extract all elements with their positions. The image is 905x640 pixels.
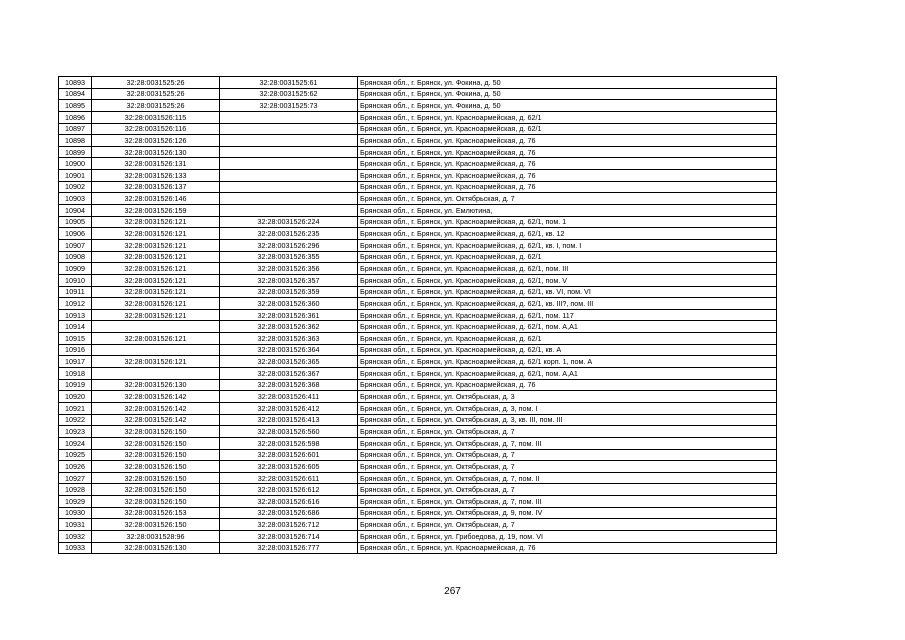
address-cell: Брянская обл., г. Брянск, ул. Октябрьская, д. 3 — [358, 391, 777, 403]
table-row — [59, 368, 777, 380]
object-cadastral-number-cell — [220, 193, 358, 205]
row-number-cell: 10925 — [59, 449, 92, 461]
row-number-cell: 10899 — [59, 146, 92, 158]
address-cell: Брянская обл., г. Брянск, ул. Красноармейская, д. 62/1, кв. VI, пом. VI — [358, 286, 777, 298]
object-cadastral-number-cell: 32:28:0031526:714 — [220, 530, 358, 542]
object-cadastral-number-cell: 32:28:0031526:361 — [220, 309, 358, 321]
address-cell: Брянская обл., г. Брянск, ул. Красноармейская, д. 62/1, пом. 117 — [358, 309, 777, 321]
table-row — [59, 472, 777, 484]
row-number-cell: 10902 — [59, 181, 92, 193]
table-row — [59, 181, 777, 193]
object-cadastral-number-cell: 32:28:0031526:560 — [220, 426, 358, 438]
table-row — [59, 461, 777, 473]
table-row — [59, 286, 777, 298]
object-cadastral-number-cell — [220, 135, 358, 147]
land-plot-cadastral-number-cell — [92, 344, 220, 356]
address-cell: Брянская обл., г. Брянск, ул. Красноармейская, д. 62/1, кв. III?, пом. III — [358, 298, 777, 310]
land-plot-cadastral-number-cell: 32:28:0031526:121 — [92, 286, 220, 298]
table-row — [59, 146, 777, 158]
table-row — [59, 379, 777, 391]
object-cadastral-number-cell: 32:28:0031526:359 — [220, 286, 358, 298]
land-plot-cadastral-number-cell: 32:28:0031526:121 — [92, 356, 220, 368]
address-cell: Брянская обл., г. Брянск, ул. Фокина, д. 50 — [358, 77, 777, 89]
land-plot-cadastral-number-cell: 32:28:0031526:150 — [92, 472, 220, 484]
land-plot-cadastral-number-cell: 32:28:0031526:142 — [92, 414, 220, 426]
object-cadastral-number-cell: 32:28:0031526:601 — [220, 449, 358, 461]
land-plot-cadastral-number-cell: 32:28:0031526:121 — [92, 333, 220, 345]
address-cell: Брянская обл., г. Брянск, ул. Октябрьская, д. 7 — [358, 449, 777, 461]
address-cell: Брянская обл., г. Брянск, ул. Красноармейская, д. 62/1, кв. I, пом. I — [358, 239, 777, 251]
object-cadastral-number-cell: 32:28:0031526:686 — [220, 507, 358, 519]
property-register-table — [58, 76, 777, 554]
table-row — [59, 216, 777, 228]
row-number-cell: 10903 — [59, 193, 92, 205]
object-cadastral-number-cell: 32:28:0031525:61 — [220, 77, 358, 89]
row-number-cell: 10900 — [59, 158, 92, 170]
address-cell: Брянская обл., г. Брянск, ул. Емлютина, — [358, 205, 777, 217]
row-number-cell: 10894 — [59, 88, 92, 100]
table-row — [59, 484, 777, 496]
object-cadastral-number-cell — [220, 146, 358, 158]
land-plot-cadastral-number-cell: 32:28:0031526:115 — [92, 111, 220, 123]
address-cell: Брянская обл., г. Брянск, ул. Красноармейская, д. 62/1, пом. III — [358, 263, 777, 275]
row-number-cell: 10901 — [59, 170, 92, 182]
row-number-cell: 10897 — [59, 123, 92, 135]
table-row — [59, 344, 777, 356]
row-number-cell: 10893 — [59, 77, 92, 89]
land-plot-cadastral-number-cell: 32:28:0031526:131 — [92, 158, 220, 170]
object-cadastral-number-cell: 32:28:0031526:712 — [220, 519, 358, 531]
address-cell: Брянская обл., г. Брянск, ул. Красноармейская, д. 76 — [358, 181, 777, 193]
row-number-cell: 10922 — [59, 414, 92, 426]
row-number-cell: 10910 — [59, 274, 92, 286]
address-cell: Брянская обл., г. Брянск, ул. Красноармейская, д. 76 — [358, 542, 777, 554]
address-cell: Брянская обл., г. Брянск, ул. Красноармейская, д. 76 — [358, 146, 777, 158]
table-row — [59, 309, 777, 321]
row-number-cell: 10918 — [59, 368, 92, 380]
table-row — [59, 251, 777, 263]
table-row — [59, 321, 777, 333]
row-number-cell: 10913 — [59, 309, 92, 321]
object-cadastral-number-cell: 32:28:0031526:365 — [220, 356, 358, 368]
object-cadastral-number-cell: 32:28:0031526:616 — [220, 496, 358, 508]
table-row — [59, 507, 777, 519]
land-plot-cadastral-number-cell: 32:28:0031526:121 — [92, 298, 220, 310]
address-cell: Брянская обл., г. Брянск, ул. Октябрьская, д. 7 — [358, 461, 777, 473]
address-cell: Брянская обл., г. Брянск, ул. Октябрьская, д. 7 — [358, 519, 777, 531]
row-number-cell: 10932 — [59, 530, 92, 542]
table-row — [59, 239, 777, 251]
object-cadastral-number-cell: 32:28:0031526:413 — [220, 414, 358, 426]
page-number: 267 — [444, 586, 461, 597]
table-row — [59, 542, 777, 554]
table-row — [59, 402, 777, 414]
table-row — [59, 298, 777, 310]
object-cadastral-number-cell: 32:28:0031525:62 — [220, 88, 358, 100]
table-row — [59, 263, 777, 275]
land-plot-cadastral-number-cell: 32:28:0031526:121 — [92, 216, 220, 228]
row-number-cell: 10915 — [59, 333, 92, 345]
address-cell: Брянская обл., г. Брянск, ул. Красноармейская, д. 62/1 — [358, 251, 777, 263]
row-number-cell: 10904 — [59, 205, 92, 217]
land-plot-cadastral-number-cell: 32:28:0031526:121 — [92, 263, 220, 275]
object-cadastral-number-cell: 32:28:0031526:368 — [220, 379, 358, 391]
land-plot-cadastral-number-cell — [92, 321, 220, 333]
land-plot-cadastral-number-cell: 32:28:0031526:130 — [92, 542, 220, 554]
object-cadastral-number-cell: 32:28:0031526:360 — [220, 298, 358, 310]
row-number-cell: 10921 — [59, 402, 92, 414]
address-cell: Брянская обл., г. Брянск, ул. Октябрьская, д. 7, пом. III — [358, 437, 777, 449]
table-row — [59, 333, 777, 345]
row-number-cell: 10924 — [59, 437, 92, 449]
object-cadastral-number-cell: 32:28:0031525:73 — [220, 100, 358, 112]
address-cell: Брянская обл., г. Брянск, ул. Красноармейская, д. 62/1, кв. А — [358, 344, 777, 356]
address-cell: Брянская обл., г. Брянск, ул. Красноармейская, д. 62/1, пом. А,А1 — [358, 321, 777, 333]
address-cell: Брянская обл., г. Брянск, ул. Грибоедова, д. 19, пом. VI — [358, 530, 777, 542]
row-number-cell: 10909 — [59, 263, 92, 275]
address-cell: Брянская обл., г. Брянск, ул. Красноармейская, д. 62/1 корп. 1, пом. А — [358, 356, 777, 368]
row-number-cell: 10929 — [59, 496, 92, 508]
table-row — [59, 391, 777, 403]
object-cadastral-number-cell: 32:28:0031526:355 — [220, 251, 358, 263]
object-cadastral-number-cell — [220, 158, 358, 170]
table-row — [59, 496, 777, 508]
land-plot-cadastral-number-cell: 32:28:0031526:150 — [92, 461, 220, 473]
address-cell: Брянская обл., г. Брянск, ул. Красноармейская, д. 62/1, пом. 1 — [358, 216, 777, 228]
row-number-cell: 10905 — [59, 216, 92, 228]
land-plot-cadastral-number-cell: 32:28:0031525:26 — [92, 88, 220, 100]
object-cadastral-number-cell: 32:28:0031526:296 — [220, 239, 358, 251]
land-plot-cadastral-number-cell: 32:28:0031526:142 — [92, 402, 220, 414]
table-row — [59, 414, 777, 426]
land-plot-cadastral-number-cell: 32:28:0031526:150 — [92, 426, 220, 438]
table-row — [59, 135, 777, 147]
object-cadastral-number-cell — [220, 181, 358, 193]
table-row — [59, 519, 777, 531]
object-cadastral-number-cell — [220, 123, 358, 135]
address-cell: Брянская обл., г. Брянск, ул. Октябрьская, д. 7 — [358, 426, 777, 438]
address-cell: Брянская обл., г. Брянск, ул. Октябрьская, д. 3, кв. III, пом. III — [358, 414, 777, 426]
address-cell: Брянская обл., г. Брянск, ул. Фокина, д. 50 — [358, 88, 777, 100]
row-number-cell: 10916 — [59, 344, 92, 356]
table-row — [59, 426, 777, 438]
address-cell: Брянская обл., г. Брянск, ул. Фокина, д. 50 — [358, 100, 777, 112]
address-cell: Брянская обл., г. Брянск, ул. Красноармейская, д. 62/1 — [358, 111, 777, 123]
object-cadastral-number-cell: 32:28:0031526:357 — [220, 274, 358, 286]
table-row — [59, 205, 777, 217]
land-plot-cadastral-number-cell: 32:28:0031526:121 — [92, 239, 220, 251]
table-row — [59, 88, 777, 100]
row-number-cell: 10917 — [59, 356, 92, 368]
table-row — [59, 437, 777, 449]
row-number-cell: 10907 — [59, 239, 92, 251]
object-cadastral-number-cell: 32:28:0031526:224 — [220, 216, 358, 228]
row-number-cell: 10895 — [59, 100, 92, 112]
object-cadastral-number-cell: 32:28:0031526:364 — [220, 344, 358, 356]
row-number-cell: 10906 — [59, 228, 92, 240]
table-row — [59, 170, 777, 182]
land-plot-cadastral-number-cell: 32:28:0031526:150 — [92, 449, 220, 461]
address-cell: Брянская обл., г. Брянск, ул. Красноармейская, д. 62/1, пом. V — [358, 274, 777, 286]
address-cell: Брянская обл., г. Брянск, ул. Красноармейская, д. 62/1 — [358, 123, 777, 135]
address-cell: Брянская обл., г. Брянск, ул. Октябрьская, д. 7 — [358, 484, 777, 496]
object-cadastral-number-cell — [220, 111, 358, 123]
land-plot-cadastral-number-cell: 32:28:0031526:159 — [92, 205, 220, 217]
land-plot-cadastral-number-cell: 32:28:0031526:121 — [92, 309, 220, 321]
table-row — [59, 100, 777, 112]
object-cadastral-number-cell: 32:28:0031526:605 — [220, 461, 358, 473]
address-cell: Брянская обл., г. Брянск, ул. Красноармейская, д. 76 — [358, 170, 777, 182]
table-row — [59, 449, 777, 461]
row-number-cell: 10919 — [59, 379, 92, 391]
land-plot-cadastral-number-cell — [92, 368, 220, 380]
object-cadastral-number-cell: 32:28:0031526:356 — [220, 263, 358, 275]
row-number-cell: 10911 — [59, 286, 92, 298]
land-plot-cadastral-number-cell: 32:28:0031526:133 — [92, 170, 220, 182]
table-row — [59, 111, 777, 123]
row-number-cell: 10927 — [59, 472, 92, 484]
row-number-cell: 10912 — [59, 298, 92, 310]
land-plot-cadastral-number-cell: 32:28:0031526:121 — [92, 251, 220, 263]
object-cadastral-number-cell: 32:28:0031526:367 — [220, 368, 358, 380]
object-cadastral-number-cell: 32:28:0031526:235 — [220, 228, 358, 240]
land-plot-cadastral-number-cell: 32:28:0031526:150 — [92, 519, 220, 531]
table-row — [59, 193, 777, 205]
land-plot-cadastral-number-cell: 32:28:0031526:116 — [92, 123, 220, 135]
land-plot-cadastral-number-cell: 32:28:0031526:137 — [92, 181, 220, 193]
land-plot-cadastral-number-cell: 32:28:0031525:26 — [92, 77, 220, 89]
object-cadastral-number-cell: 32:28:0031526:598 — [220, 437, 358, 449]
object-cadastral-number-cell: 32:28:0031526:411 — [220, 391, 358, 403]
table-row — [59, 228, 777, 240]
object-cadastral-number-cell: 32:28:0031526:363 — [220, 333, 358, 345]
land-plot-cadastral-number-cell: 32:28:0031526:121 — [92, 228, 220, 240]
address-cell: Брянская обл., г. Брянск, ул. Красноармейская, д. 76 — [358, 135, 777, 147]
object-cadastral-number-cell — [220, 205, 358, 217]
row-number-cell: 10930 — [59, 507, 92, 519]
table-row — [59, 356, 777, 368]
row-number-cell: 10898 — [59, 135, 92, 147]
address-cell: Брянская обл., г. Брянск, ул. Октябрьская, д. 3, пом. I — [358, 402, 777, 414]
row-number-cell: 10926 — [59, 461, 92, 473]
land-plot-cadastral-number-cell: 32:28:0031526:130 — [92, 379, 220, 391]
row-number-cell: 10908 — [59, 251, 92, 263]
land-plot-cadastral-number-cell: 32:28:0031526:121 — [92, 274, 220, 286]
row-number-cell: 10928 — [59, 484, 92, 496]
land-plot-cadastral-number-cell: 32:28:0031526:146 — [92, 193, 220, 205]
object-cadastral-number-cell: 32:28:0031526:362 — [220, 321, 358, 333]
table-row — [59, 530, 777, 542]
land-plot-cadastral-number-cell: 32:28:0031526:150 — [92, 496, 220, 508]
row-number-cell: 10931 — [59, 519, 92, 531]
land-plot-cadastral-number-cell: 32:28:0031526:150 — [92, 437, 220, 449]
object-cadastral-number-cell: 32:28:0031526:777 — [220, 542, 358, 554]
object-cadastral-number-cell — [220, 170, 358, 182]
address-cell: Брянская обл., г. Брянск, ул. Красноармейская, д. 62/1, пом. А,А1 — [358, 368, 777, 380]
address-cell: Брянская обл., г. Брянск, ул. Октябрьская, д. 9, пом. IV — [358, 507, 777, 519]
object-cadastral-number-cell: 32:28:0031526:412 — [220, 402, 358, 414]
row-number-cell: 10920 — [59, 391, 92, 403]
land-plot-cadastral-number-cell: 32:28:0031525:26 — [92, 100, 220, 112]
object-cadastral-number-cell: 32:28:0031526:611 — [220, 472, 358, 484]
row-number-cell: 10923 — [59, 426, 92, 438]
row-number-cell: 10933 — [59, 542, 92, 554]
table-row — [59, 158, 777, 170]
land-plot-cadastral-number-cell: 32:28:0031526:130 — [92, 146, 220, 158]
land-plot-cadastral-number-cell: 32:28:0031526:126 — [92, 135, 220, 147]
address-cell: Брянская обл., г. Брянск, ул. Красноармейская, д. 62/1 — [358, 333, 777, 345]
land-plot-cadastral-number-cell: 32:28:0031528:96 — [92, 530, 220, 542]
table-row — [59, 274, 777, 286]
object-cadastral-number-cell: 32:28:0031526:612 — [220, 484, 358, 496]
register-table-body — [59, 77, 777, 554]
row-number-cell: 10914 — [59, 321, 92, 333]
row-number-cell: 10896 — [59, 111, 92, 123]
address-cell: Брянская обл., г. Брянск, ул. Октябрьская, д. 7 — [358, 193, 777, 205]
land-plot-cadastral-number-cell: 32:28:0031526:150 — [92, 484, 220, 496]
address-cell: Брянская обл., г. Брянск, ул. Красноармейская, д. 76 — [358, 379, 777, 391]
land-plot-cadastral-number-cell: 32:28:0031526:153 — [92, 507, 220, 519]
address-cell: Брянская обл., г. Брянск, ул. Октябрьская, д. 7, пом. II — [358, 472, 777, 484]
address-cell: Брянская обл., г. Брянск, ул. Красноармейская, д. 76 — [358, 158, 777, 170]
address-cell: Брянская обл., г. Брянск, ул. Октябрьская, д. 7, пом. III — [358, 496, 777, 508]
table-row — [59, 77, 777, 89]
land-plot-cadastral-number-cell: 32:28:0031526:142 — [92, 391, 220, 403]
table-row — [59, 123, 777, 135]
address-cell: Брянская обл., г. Брянск, ул. Красноармейская, д. 62/1, кв. 12 — [358, 228, 777, 240]
